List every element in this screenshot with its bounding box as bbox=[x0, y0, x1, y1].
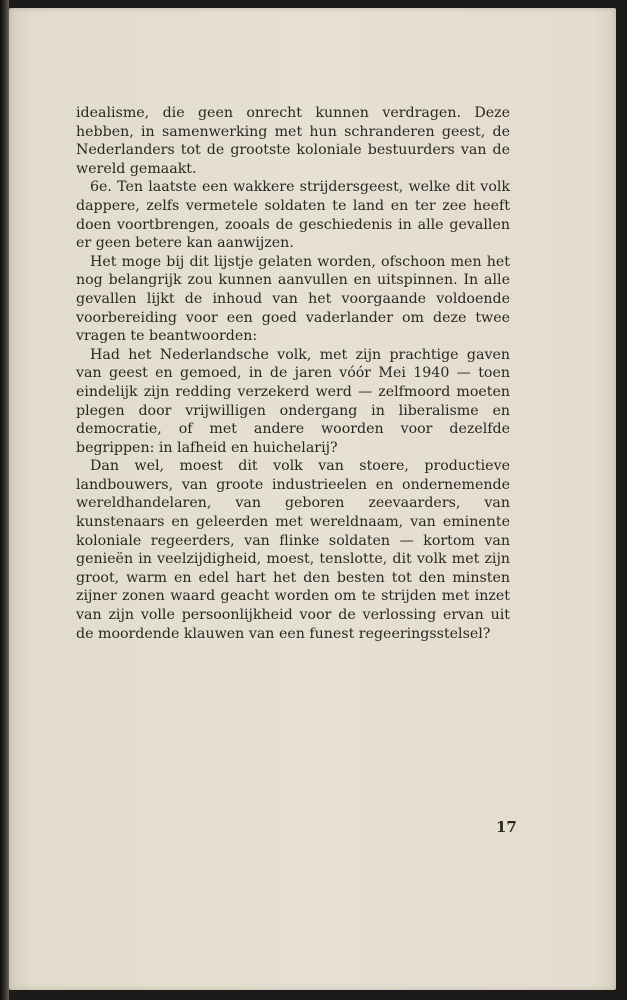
page-number: 17 bbox=[496, 818, 517, 836]
paragraph-1: idealisme, die geen onrecht kunnen verdragen. Deze hebben, in samenwerking met hun schranderen geest, de Nederlanders tot de grootste koloniale bestuurders van de wereld gemaakt. bbox=[76, 105, 510, 177]
book-spine-edge bbox=[0, 0, 9, 1000]
paragraph-4: Had het Nederlandsche volk, met zijn prachtige gaven van geest en gemoed, in de jaren vóór Mei 1940 — toen eindelijk zijn redding verzekerd werd — zelfmoord moeten plegen door vrijwilligen ondergang in liberalisme en democratie, of met andere woorden voor dezelfde begrippen: in lafheid en huichelarij? bbox=[76, 346, 510, 456]
paragraph-2: 6e. Ten laatste een wakkere strijdersgeest, welke dit volk dappere, zelfs vermetele soldaten te land en ter zee heeft doen voortbrengen, zooals de geschiedenis in alle gevallen er geen betere kan aanwijzen. bbox=[76, 179, 510, 252]
paragraph-3: Het moge bij dit lijstje gelaten worden, ofschoon men het nog belangrijk zou kunnen aanvullen en uitspinnen. In alle gevallen lijkt de inhoud van het voorgaande voldoende voorbereiding voor een goed vaderlander om deze twee vragen te beantwoorden: bbox=[76, 253, 510, 345]
paragraph-5: Dan wel, moest dit volk van stoere, productieve landbouwers, van groote industrieelen en ondernemende wereldhandelaren, van geboren zeevaarders, van kunstenaars en geleerden met wereldnaam, van eminente koloniale regeerders, van flinke soldaten — kortom van genieën in veelzijdigheid, moest, tenslotte, dit volk met zijn groot, warm en edel hart het den besten tot den minsten zijner zonen waard geacht worden om te strijden met inzet van zijn volle persoonlijkheid voor de verlossing ervan uit de moordende klauwen van een funest regeeringsstelsel? bbox=[76, 458, 510, 642]
body-text bbox=[76, 104, 510, 643]
